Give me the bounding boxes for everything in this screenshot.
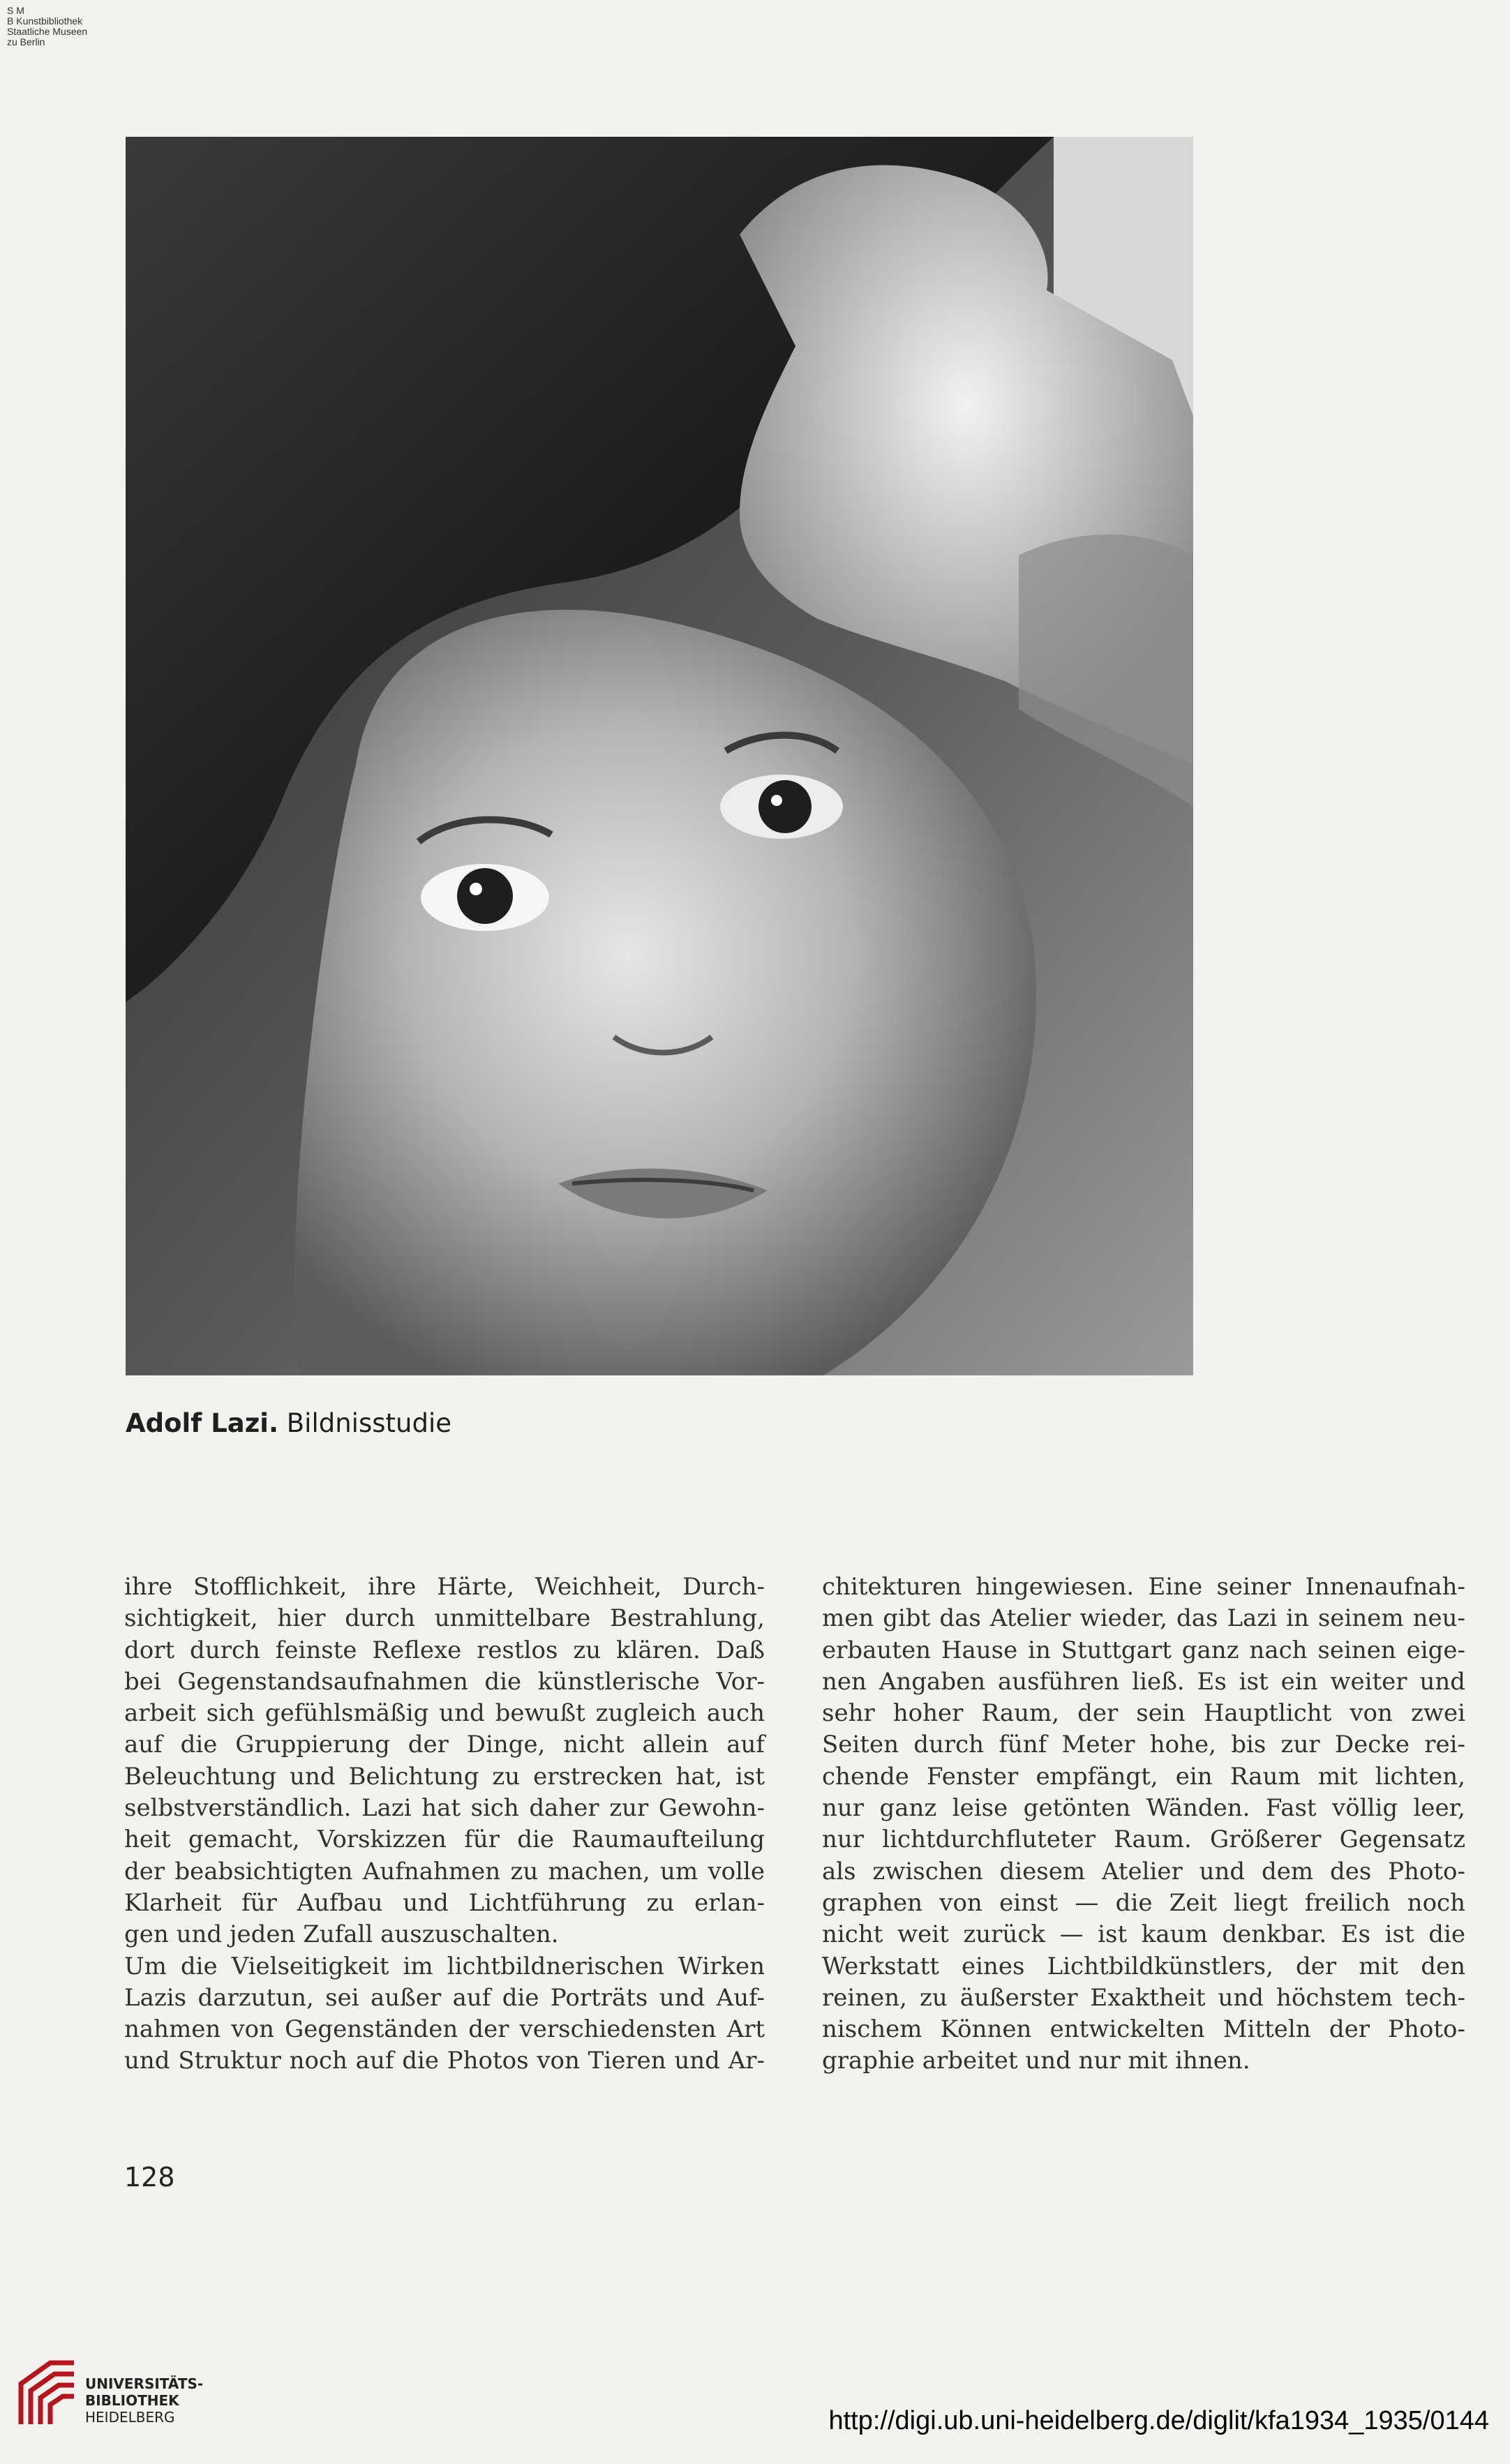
text-line: ihre Stofflichkeit, ihre Härte, Weichheit, Durch-: [124, 1573, 765, 1601]
photographer-name: Adolf Lazi.: [126, 1408, 279, 1438]
text-line: nur ganz leise getönten Wänden. Fast völlig leer,: [822, 1794, 1465, 1823]
text-line: Beleuchtung und Belichtung zu erstrecken hat, ist: [124, 1762, 765, 1791]
text-line: arbeit sich gefühlsmäßig und bewußt zugleich auch: [124, 1699, 765, 1728]
stamp-line: zu Berlin: [7, 36, 45, 47]
library-name-line: BIBLIOTHEK: [85, 2392, 179, 2409]
text-line: nur lichtdurchfluteter Raum. Größerer Gegensatz: [822, 1825, 1465, 1854]
text-line: nicht weit zurück — ist kaum denkbar. Es ist die: [822, 1920, 1465, 1949]
text-line: reinen, zu äußerster Exaktheit und höchstem tech-: [822, 1983, 1465, 2012]
text-line: gen und jeden Zufall auszuschalten.: [124, 1920, 559, 1949]
text-line: sehr hoher Raum, der sein Hauptlicht von zwei: [822, 1699, 1465, 1728]
library-logo: [15, 2357, 239, 2434]
text-line: Seiten durch fünf Meter hohe, bis zur Decke rei-: [822, 1731, 1465, 1759]
text-column-right: [822, 1571, 1465, 2077]
text-line: nischem Können entwickelten Mitteln der Photo-: [822, 2015, 1465, 2044]
photo-caption: [126, 1408, 451, 1438]
library-name-line: UNIVERSITÄTS-: [85, 2375, 204, 2392]
text-line: bei Gegenstandsaufnahmen die künstlerische Vor-: [124, 1667, 765, 1696]
text-column-left: [124, 1571, 765, 2077]
text-line: als zwischen diesem Atelier und dem des Photo-: [822, 1857, 1465, 1886]
stamp-line: B Kunstbibliothek: [7, 15, 83, 27]
text-line: Werkstatt eines Lichtbildkünstlers, der mit den: [822, 1952, 1465, 1980]
portrait-image: [126, 137, 1193, 1375]
text-line: nahmen von Gegenständen der verschiedensten Art: [124, 2015, 765, 2044]
text-line: erbauten Hause in Stuttgart ganz nach seinen eige-: [822, 1636, 1465, 1664]
text-line: der beabsichtigten Aufnahmen zu machen, um volle: [124, 1857, 765, 1886]
source-url-link[interactable]: http://digi.ub.uni-heidelberg.de/diglit/kfa1934_1935/0144: [828, 2406, 1489, 2435]
page-number: 128: [124, 2162, 175, 2193]
library-name: [85, 2375, 203, 2426]
text-line: graphie arbeitet und nur mit ihnen.: [822, 2047, 1250, 2075]
library-name-line: HEIDELBERG: [85, 2409, 175, 2426]
text-line: Um die Vielseitigkeit im lichtbildnerischen Wirken: [124, 1952, 765, 1980]
text-line: chitekturen hingewiesen. Eine seiner Innenaufnah-: [822, 1573, 1465, 1601]
heidelberg-logo-icon: [15, 2357, 80, 2430]
text-line: selbstverständlich. Lazi hat sich daher zur Gewohn-: [124, 1794, 765, 1823]
stamp-line: Staatliche Museen: [7, 26, 88, 37]
text-line: sichtigkeit, hier durch unmittelbare Bestrahlung,: [124, 1604, 765, 1633]
text-line: Lazis darzutun, sei außer auf die Porträts und Auf-: [124, 1983, 765, 2012]
text-line: chende Fenster empfängt, ein Raum mit lichten,: [822, 1762, 1465, 1791]
text-line: dort durch feinste Reflexe restlos zu klären. Daß: [124, 1636, 765, 1664]
text-line: auf die Gruppierung der Dinge, nicht allein auf: [124, 1731, 765, 1759]
text-line: men gibt das Atelier wieder, das Lazi in seinem neu-: [822, 1604, 1465, 1633]
text-line: und Struktur noch auf die Photos von Tieren und Ar-: [124, 2047, 765, 2075]
text-line: heit gemacht, Vorskizzen für die Raumaufteilung: [124, 1825, 765, 1854]
library-stamp: [7, 6, 87, 47]
photo-title: Bildnisstudie: [286, 1408, 451, 1438]
stamp-line: S M: [7, 5, 24, 16]
text-line: Klarheit für Aufbau und Lichtführung zu erlan-: [124, 1888, 765, 1917]
text-line: graphen von einst — die Zeit liegt freilich noch: [822, 1888, 1465, 1917]
portrait-photo: [126, 137, 1193, 1375]
text-line: nen Angaben ausführen ließ. Es ist ein weiter und: [822, 1667, 1465, 1696]
